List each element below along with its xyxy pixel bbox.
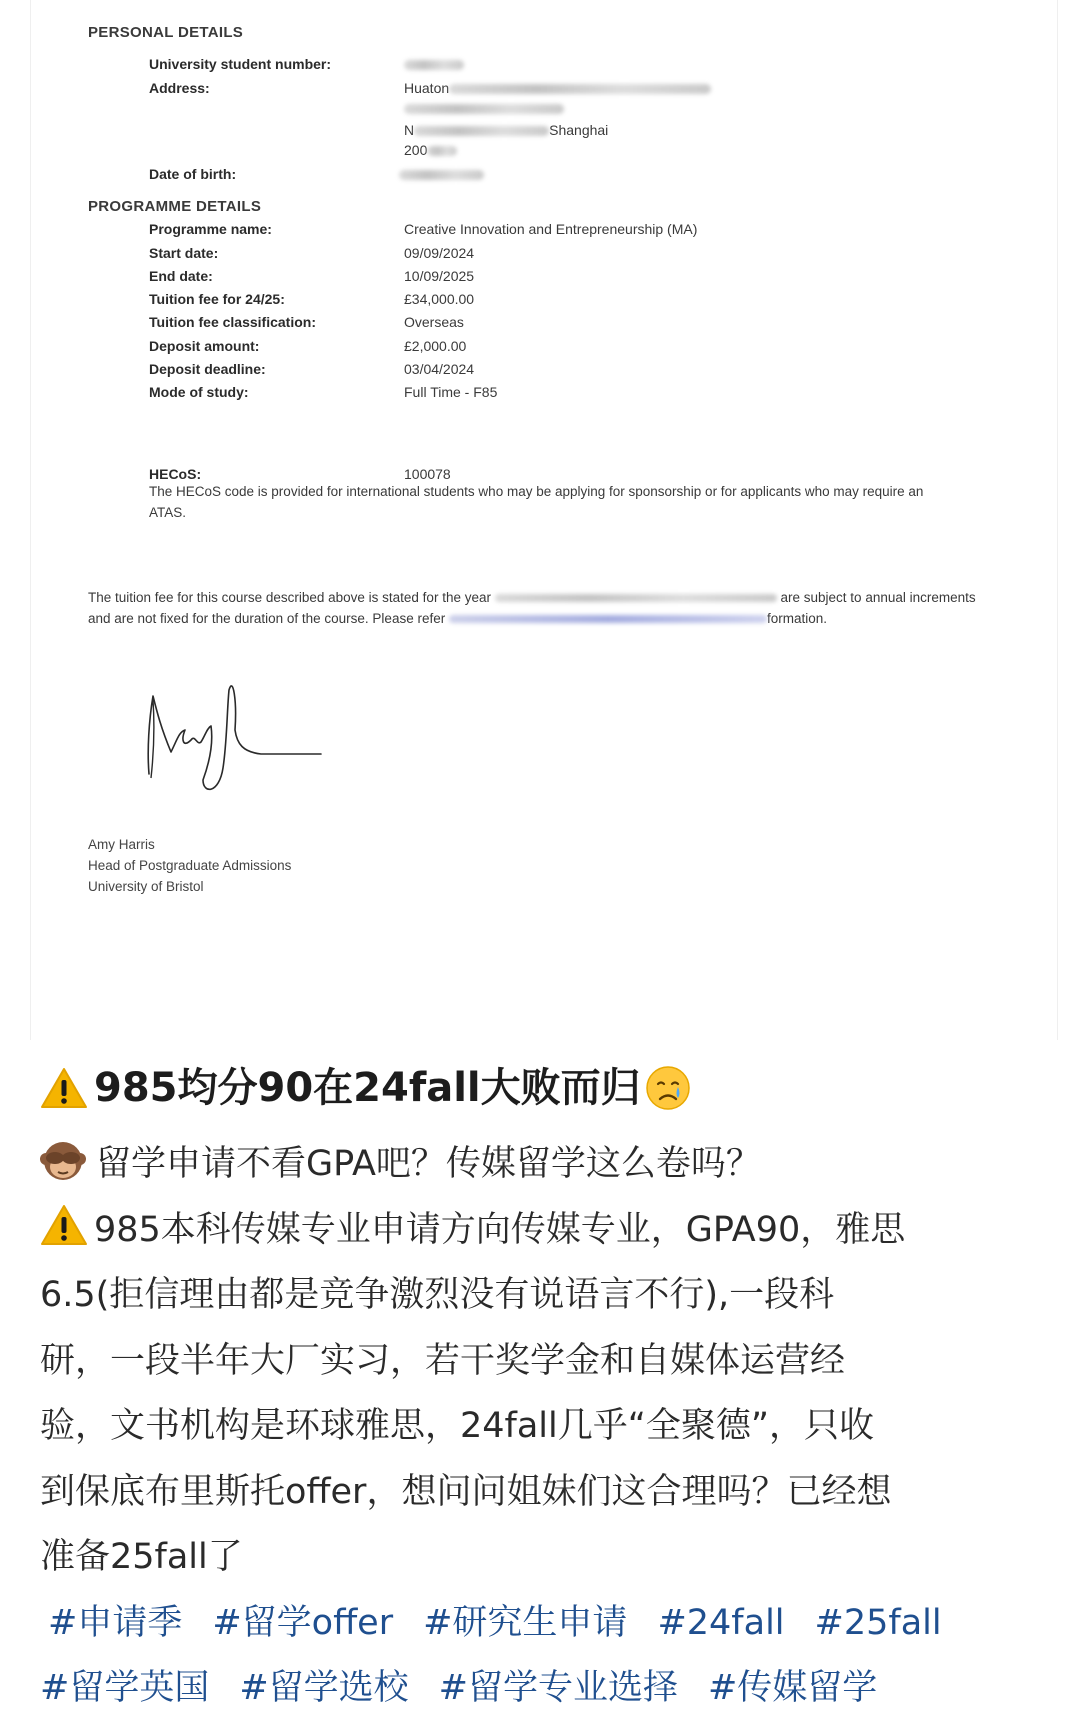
- hashtag-row-1: [40, 1591, 1050, 1656]
- programme-row-label: End date:: [149, 268, 213, 284]
- signer-role: Head of Postgraduate Admissions: [88, 858, 292, 873]
- warning-icon: [40, 1203, 88, 1247]
- programme-row-label: Deposit deadline:: [149, 361, 266, 377]
- hecos-value: 100078: [404, 466, 451, 482]
- address-line2-redacted: [404, 100, 564, 117]
- post-body: [40, 1132, 1050, 1591]
- hashtag-list: [40, 1591, 1050, 1721]
- post-line-question: 留学申请不看GPA吧？传媒留学这么卷吗？: [40, 1132, 1050, 1198]
- post-line-5: 到保底布里斯托offer，想问问姐妹们这合理吗？已经想: [40, 1471, 892, 1512]
- fee-note: [88, 587, 1048, 629]
- programme-row-value: 03/04/2024: [404, 361, 475, 377]
- hashtag-link[interactable]: #留学选校: [239, 1667, 409, 1708]
- hashtag-row-2: [40, 1656, 1050, 1721]
- hashtag-link[interactable]: #申请季: [48, 1602, 183, 1643]
- address-line1: Huaton: [404, 80, 711, 97]
- hashtag-link[interactable]: #研究生申请: [423, 1602, 628, 1643]
- post-line-4: 验，文书机构是环球雅思，24fall几乎“全聚德”，只收: [40, 1406, 875, 1446]
- post-line-6: 准备25fall了: [40, 1537, 243, 1577]
- fee-note-line1: The tuition fee for this course described above is stated for the year are subject to annual increments: [88, 590, 976, 605]
- hashtag-link[interactable]: #留学专业选择: [438, 1667, 678, 1708]
- post-line-3: 研，一段半年大厂实习，若干奖学金和自媒体运营经: [40, 1340, 846, 1381]
- personal-details-heading: PERSONAL DETAILS: [88, 24, 244, 41]
- hecos-label: HECoS:: [149, 466, 202, 482]
- programme-row-label: Start date:: [149, 245, 219, 261]
- programme-row-label: Programme name:: [149, 221, 272, 237]
- programme-row-label: Mode of study:: [149, 384, 249, 400]
- programme-row-value: Overseas: [404, 314, 464, 330]
- hashtag-link[interactable]: #传媒留学: [707, 1667, 878, 1708]
- programme-row-label: Deposit amount:: [149, 338, 260, 354]
- programme-row-value: £2,000.00: [404, 338, 467, 354]
- student-number-redacted: [404, 56, 464, 73]
- post-title-text: 985均分90在24fall大败而归: [94, 1065, 641, 1111]
- handwritten-signature: [141, 670, 341, 795]
- post-line-2: 6.5(拒信理由都是竞争激烈没有说语言不行),一段科: [40, 1275, 835, 1315]
- dob-label: Date of birth:: [149, 166, 237, 182]
- programme-row-value: 09/09/2024: [404, 245, 475, 261]
- programme-row-value: £34,000.00: [404, 291, 475, 307]
- address-line4: 200: [404, 142, 457, 159]
- address-line3: N Shanghai: [404, 122, 609, 138]
- programme-row-label: Tuition fee classification:: [149, 314, 316, 330]
- student-number-label: University student number:: [149, 56, 332, 72]
- warning-icon: [40, 1066, 88, 1110]
- offer-letter-image[interactable]: [30, 0, 1058, 1040]
- dob-redacted: [399, 166, 484, 183]
- hashtag-link[interactable]: #留学英国: [40, 1667, 210, 1708]
- hashtag-link[interactable]: #留学offer: [212, 1602, 394, 1643]
- crying-face-icon: [645, 1065, 691, 1111]
- address-label: Address:: [149, 80, 210, 96]
- post-content: [40, 1062, 1050, 1721]
- signer-block: [88, 834, 291, 897]
- signer-name: Amy Harris: [88, 837, 155, 852]
- hashtag-link[interactable]: #24fall: [657, 1602, 785, 1643]
- programme-details-heading: PROGRAMME DETAILS: [88, 198, 262, 215]
- fee-note-line2: and are not fixed for the duration of the course. Please refer formation.: [88, 611, 828, 626]
- post-line-1: 985本科传媒专业申请方向传媒专业，GPA90，雅思: [40, 1198, 1050, 1264]
- programme-row-value: Creative Innovation and Entrepreneurship (MA): [404, 221, 698, 237]
- programme-row-value: 10/09/2025: [404, 268, 475, 284]
- programme-row-value: Full Time - F85: [404, 384, 498, 400]
- hashtag-link[interactable]: #25fall: [814, 1602, 942, 1643]
- signer-org: University of Bristol: [88, 879, 204, 894]
- programme-row-label: Tuition fee for 24/25:: [149, 291, 285, 307]
- post-title: [40, 1062, 1050, 1114]
- see-no-evil-monkey-icon: [40, 1137, 86, 1183]
- hecos-note: The HECoS code is provided for international students who may be applying for sponsorship or for applicants who may require an ATAS.: [149, 484, 924, 520]
